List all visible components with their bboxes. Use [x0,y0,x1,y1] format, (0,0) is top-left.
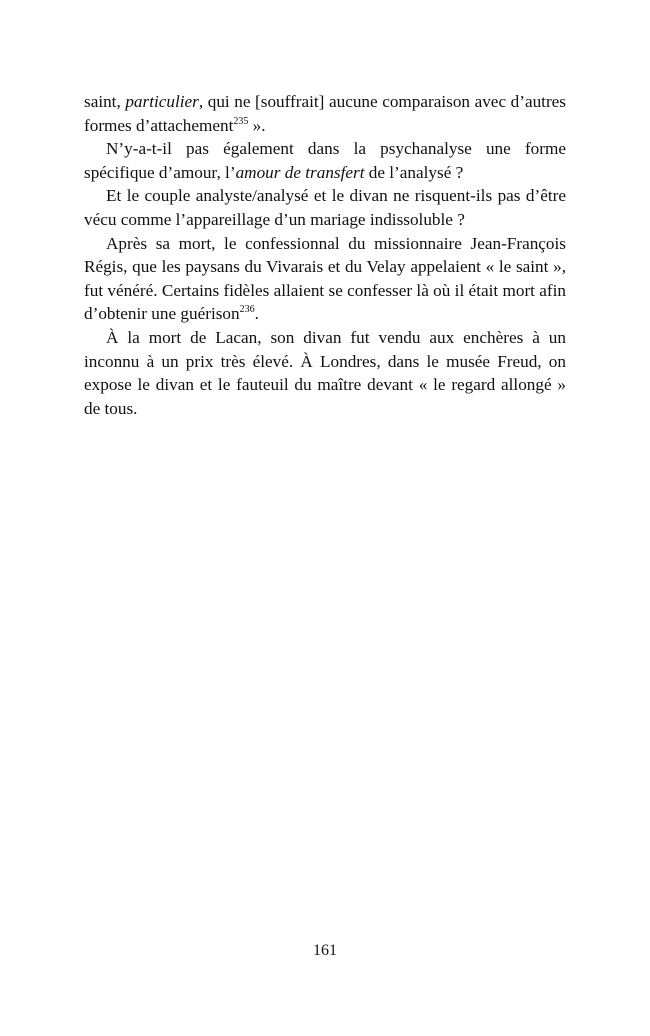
paragraph [84,326,566,420]
text-run: ». [248,115,266,135]
paragraph [84,90,566,137]
text-run: , qui ne [souffrait] aucune comparaison avec d’autres formes d’attachement [84,92,566,135]
text-run: de l’analysé ? [364,162,464,182]
page-number: 161 [313,942,337,959]
paragraph [84,137,566,184]
text-run: Après sa mort, le confessionnal du missionnaire Jean-François Régis, que les paysans du Vivarais et du Velay appelaient « le saint », fut vénéré. Certains fidèles allaient se confesser là où il était mort afin d’obtenir une guérison [84,233,566,324]
paragraph [84,184,566,231]
text-run: saint, [84,92,126,111]
text-run: Et le couple analyste/analysé et le divan ne risquent-ils pas d’être vécu comme l’appareillage d’un mariage indissoluble ? [84,186,566,229]
italic-text: amour de transfert [235,162,365,182]
italic-text: particulier [125,92,199,111]
text-run: . [254,304,259,324]
text-run: N’y-a-t-il pas également dans la psychanalyse une forme spécifique d’amour, l’ [84,139,566,182]
footnote-ref[interactable]: 235 [233,115,249,127]
paragraph [84,232,566,326]
footnote-ref[interactable]: 236 [239,304,255,316]
text-run: À la mort de Lacan, son divan fut vendu aux enchères à un inconnu à un prix très élevé. À Londres, dans le musée Freud, on expose le divan et le fauteuil du maître devant « le regard allongé » de tous. [84,327,566,418]
body-text [84,90,566,420]
